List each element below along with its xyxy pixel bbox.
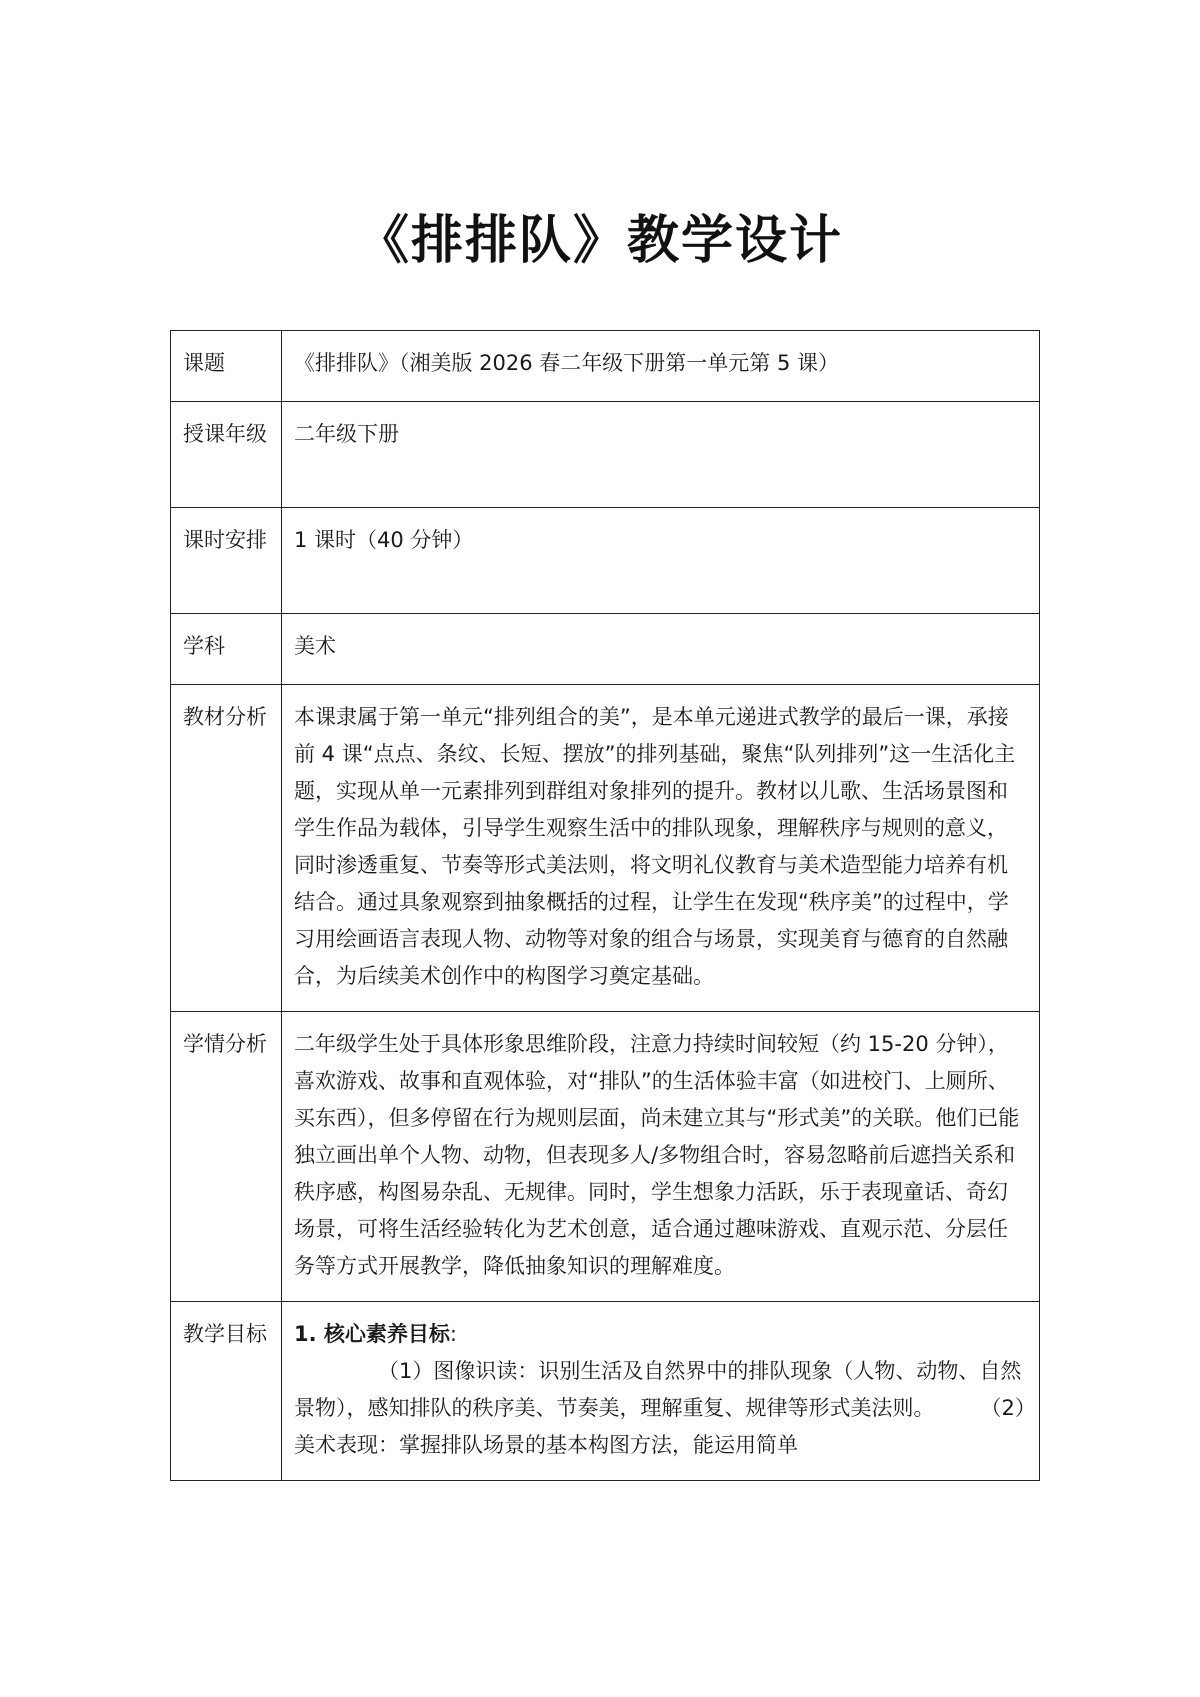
row-label: 授课年级 [171,402,282,508]
table-row [171,1012,1040,1302]
table-row [171,614,1040,685]
table-row [171,1302,1040,1481]
goal-item-1: （1）图像识读：识别生活及自然界中的排队现象（人物、动物、自然景物），感知排队的秩序美、节奏美，理解重复、规律等形式美法则。 [294,1359,1022,1420]
row-label: 教学目标 [171,1302,282,1481]
table-row [171,685,1040,1012]
row-value: 《排排队》（湘美版 2026 春二年级下册第一单元第 5 课） [282,331,1040,402]
row-label: 课时安排 [171,508,282,614]
lesson-plan-table [170,330,1040,1481]
goal-heading: 1. 核心素养目标 [294,1322,450,1346]
row-label: 学情分析 [171,1012,282,1302]
row-label: 教材分析 [171,685,282,1012]
table-row [171,331,1040,402]
row-label: 课题 [171,331,282,402]
goal-item-2: （2）美术表现：掌握排队场景的基本构图方法，能运用简单 [294,1396,1026,1457]
row-value: 本课隶属于第一单元“排列组合的美”，是本单元递进式教学的最后一课，承接前 4 课“点点、条纹、长短、摆放”的排列基础，聚焦“队列排列”这一生活化主题，实现从单一元素排列到群组对象排列的提升。教材以儿歌、生活场景图和学生作品为载体，引导学生观察生活中的排队现象，理解秩序与规则的意义，同时渗透重复、节奏等形式美法则，将文明礼仪教育与美术造型能力培养有机结合。通过具象观察到抽象概括的过程，让学生在发现“秩序美”的过程中，学习用绘画语言表现人物、动物等对象的组合与场景，实现美育与德育的自然融合，为后续美术创作中的构图学习奠定基础。 [282,685,1040,1012]
teaching-goals-cell [282,1302,1040,1481]
row-value: 1 课时（40 分钟） [282,508,1040,614]
row-label: 学科 [171,614,282,685]
row-value: 美术 [282,614,1040,685]
goal-heading-line [294,1316,1027,1353]
row-value: 二年级学生处于具体形象思维阶段，注意力持续时间较短（约 15-20 分钟），喜欢游戏、故事和直观体验，对“排队”的生活体验丰富（如进校门、上厕所、买东西），但多停留在行为规则层面，尚未建立其与“形式美”的关联。他们已能独立画出单个人物、动物，但表现多人/多物组合时，容易忽略前后遮挡关系和秩序感，构图易杂乱、无规律。同时，学生想象力活跃，乐于表现童话、奇幻场景，可将生活经验转化为艺术创意，适合通过趣味游戏、直观示范、分层任务等方式开展教学，降低抽象知识的理解难度。 [282,1012,1040,1302]
document-title: 《排排队》教学设计 [356,211,843,271]
row-value: 二年级下册 [282,402,1040,508]
table-row [171,508,1040,614]
table-row [171,402,1040,508]
goal-item-paragraph [294,1353,1027,1464]
goal-heading-colon: : [449,1322,457,1346]
